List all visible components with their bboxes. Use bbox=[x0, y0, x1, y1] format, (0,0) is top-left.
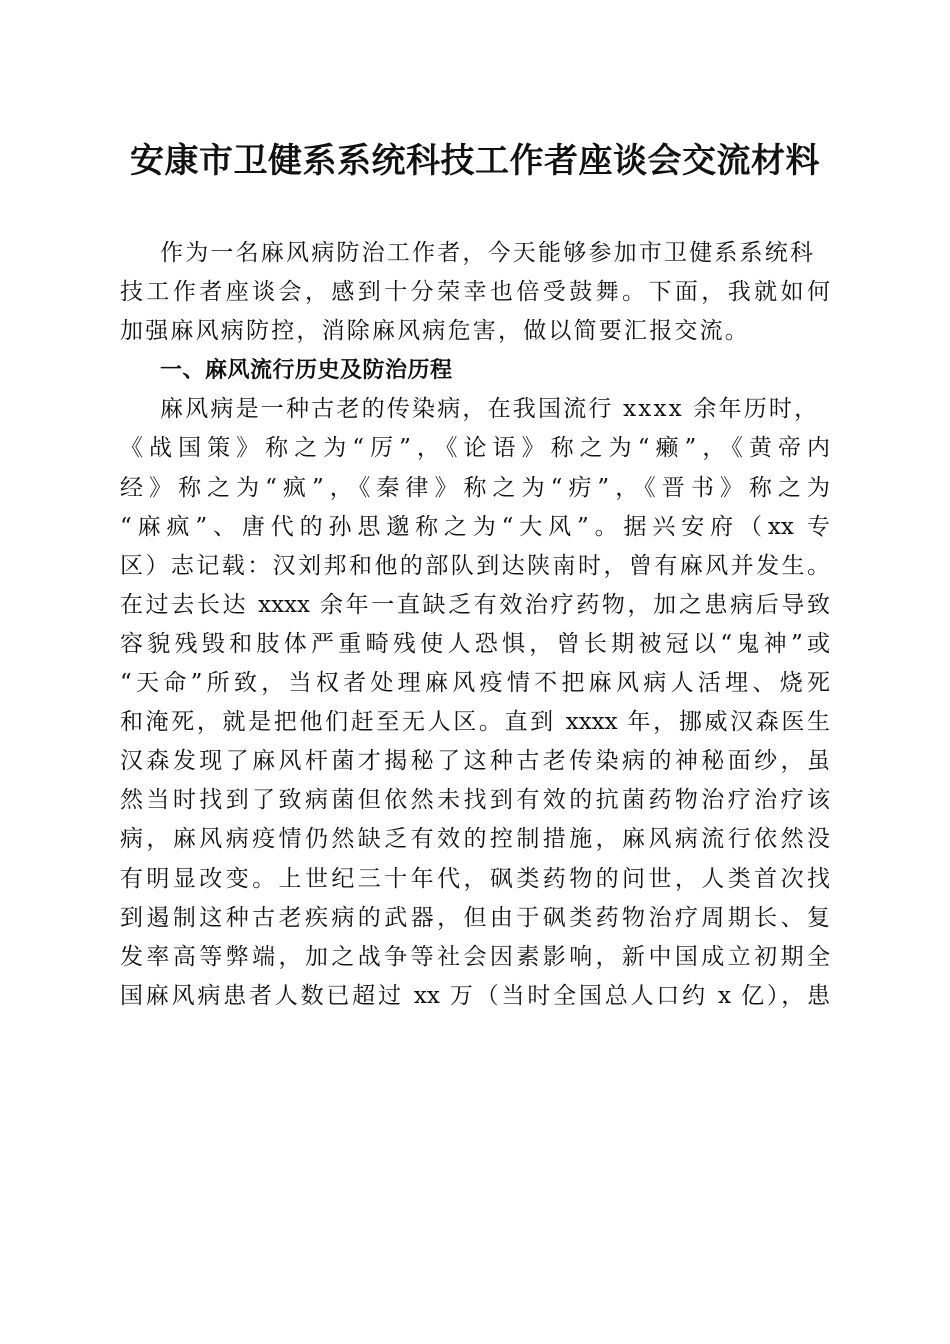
paragraph-line: 《战国策》称之为“厉”，《论语》称之为“癞”，《黄帝内 bbox=[120, 435, 830, 462]
document-title: 安康市卫健系系统科技工作者座谈会交流材料 bbox=[130, 141, 820, 181]
document-body bbox=[120, 234, 830, 1016]
paragraph-line: 在过去长达 xxxx 余年一直缺乏有效治疗药物，加之患病后导致 bbox=[120, 591, 830, 618]
paragraph-line: 区）志记载：汉刘邦和他的部队到达陕南时，曾有麻风并发生。 bbox=[120, 552, 830, 579]
paragraph-line: 病，麻风病疫情仍然缺乏有效的控制措施，麻风病流行依然没 bbox=[120, 826, 830, 853]
intro-line: 技工作者座谈会，感到十分荣幸也倍受鼓舞。下面，我就如何 bbox=[120, 279, 830, 306]
paragraph-line: “麻疯”、唐代的孙思邈称之为“大风”。据兴安府（xx 专 bbox=[120, 513, 830, 540]
paragraph-line: 到遏制这种古老疾病的武器，但由于砜类药物治疗周期长、复 bbox=[120, 904, 830, 931]
section-heading: 一、麻风流行历史及防治历程 bbox=[160, 358, 453, 384]
intro-line: 作为一名麻风病防治工作者，今天能够参加市卫健系系统科 bbox=[160, 240, 816, 266]
paragraph-line: “天命”所致，当权者处理麻风疫情不把麻风病人活埋、烧死 bbox=[120, 670, 830, 697]
paragraph-line: 然当时找到了致病菌但依然未找到有效的抗菌药物治疗治疗该 bbox=[120, 787, 830, 814]
paragraph-line: 国麻风病患者人数已超过 xx 万（当时全国总人口约 x 亿），患 bbox=[120, 982, 830, 1009]
paragraph-line: 和淹死，就是把他们赶至无人区。直到 xxxx 年，挪威汉森医生 bbox=[120, 709, 830, 736]
paragraph-line: 容貌残毁和肢体严重畸残使人恐惧，曾长期被冠以“鬼神”或 bbox=[120, 630, 830, 657]
paragraph-line: 有明显改变。上世纪三十年代，砜类药物的问世，人类首次找 bbox=[120, 865, 830, 892]
paragraph-line: 麻风病是一种古老的传染病，在我国流行 xxxx 余年历时， bbox=[160, 396, 820, 423]
paragraph-line: 汉森发现了麻风杆菌才揭秘了这种古老传染病的神秘面纱，虽 bbox=[120, 748, 830, 775]
paragraph-line: 发率高等弊端，加之战争等社会因素影响，新中国成立初期全 bbox=[120, 943, 830, 970]
paragraph-line: 经》称之为“疯”，《秦律》称之为“疠”，《晋书》称之为 bbox=[120, 474, 830, 501]
intro-line: 加强麻风病防控，消除麻风病危害，做以简要汇报交流。 bbox=[120, 318, 750, 345]
